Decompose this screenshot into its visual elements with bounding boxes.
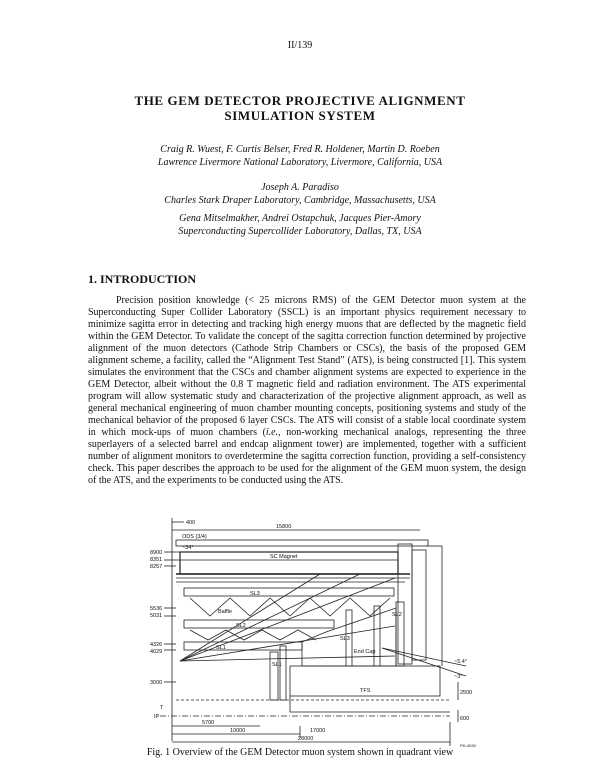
figure-credit: PH-4030 [460, 743, 476, 748]
baffle-label: Baffle [218, 609, 232, 615]
ip-label: IP [154, 714, 160, 720]
dim-5700-label: 5700 [202, 720, 215, 726]
sl2-endcap-label: SL2 [392, 612, 402, 618]
radius-8351-label: 8351 [150, 557, 163, 563]
sc-magnet-label: SC Magnet [270, 554, 298, 560]
angle-right2-label: ~3° [454, 674, 463, 680]
institution: Superconducting Supercollider Laboratory, Dallas, TX, USA [178, 226, 422, 237]
radius-5536-label: 5536 [150, 606, 163, 612]
radius-4326-label: 4326 [150, 642, 163, 648]
tfs-label: TFS [360, 688, 371, 694]
dim-600-label: 600 [460, 716, 470, 722]
title-line-2: SIMULATION SYSTEM [224, 108, 376, 123]
radius-8900-label: 8900 [150, 550, 163, 556]
dim-2500-label: 2500 [460, 690, 473, 696]
figure-caption: Fig. 1 Overview of the GEM Detector muon system shown in quadrant view [146, 747, 454, 758]
affiliation-block-1 [60, 143, 540, 169]
institution: Charles Stark Draper Laboratory, Cambridge, Massachusetts, USA [164, 195, 436, 206]
sl3-endcap-label: SL3 [340, 636, 350, 642]
institution: Lawrence Livermore National Laboratory, Livermore, California, USA [157, 157, 443, 168]
paper-title [80, 93, 520, 123]
angle-top-label: ~34° [182, 545, 194, 551]
paragraph-text-2: non-working mechanical analogs, representing the three superlayers of a selected barrel and endcap alignment tower) are implemented, together with a sufficient number of alignment monitors to overdetermine the sagitta correction function, providing a self-consistency check. This paper describes the approach to be used for the alignment of the GEM muon system, the design of the ATS, and the experiments to be conducted using the ATS. [88, 427, 526, 486]
ods-label: ODS (3/4) [182, 534, 207, 540]
sl3-label: SL3 [250, 591, 260, 597]
gem-detector-diagram [150, 516, 486, 748]
title-line-1: THE GEM DETECTOR PROJECTIVE ALIGNMENT [134, 93, 466, 108]
paragraph-text-1: Precision position knowledge (< 25 microns RMS) of the GEM Detector muon system at the Superconducting Super Collider Laboratory (SSCL) is an important physics requirement necessary to minimize sagitta error in detecting and tracking high energy muons that are deflected by the magnetic field within the GEM Detector. To validate the concept of the sagitta correction function determined by projective alignment of the muon detectors (Cathode Strip Chambers or CSCs), the basis of the proposed GEM alignment scheme, a facility, called the “Alignment Test Stand” (ATS), is being constructed [1]. This system simulates the environment that the CSCs and chamber alignment systems are expected to experience in the GEM Detector, albeit without the 0.8 T magnetic field and radiation environment. The ATS experimental program will allow systematic study and characterization of the projective alignment approach, as well as general mechanical engineering of muon chamber mounting concepts, positioning systems and study of the mechanical behavior of the proposed 6 layer CSCs. The ATS will consist of a stable local coordinate system in which mock-ups of muon chambers ( [88, 295, 526, 438]
radius-5031-label: 5031 [150, 613, 163, 619]
dim-10000-label: 10000 [230, 728, 246, 734]
t-label: T [160, 705, 164, 711]
sl1-label: SL1 [216, 645, 226, 651]
dim-17000-label: 17000 [310, 728, 326, 734]
sl2-label: SL2 [236, 623, 246, 629]
paragraph-italic: i.e., [265, 427, 281, 438]
affiliation-block-3 [60, 212, 540, 238]
section-heading: 1. INTRODUCTION [88, 272, 197, 286]
angle-right-label: ~5.4° [454, 659, 468, 665]
radius-8257-label: 8257 [150, 564, 163, 570]
affiliation-block-2 [60, 181, 540, 207]
radius-4029-label: 4029 [150, 649, 163, 655]
dim-28000-label: 28000 [298, 736, 314, 742]
dim-15800-label: 15800 [276, 524, 292, 530]
dim-400-label: 400 [186, 520, 196, 526]
page-number: II/139 [287, 40, 313, 51]
radius-3000-label: 3000 [150, 680, 163, 686]
introduction-paragraph [88, 295, 526, 487]
author-names: Joseph A. Paradiso [261, 182, 339, 193]
author-names: Gena Mitselmakher, Andrei Ostapchuk, Jacques Pier-Amory [179, 213, 421, 224]
sl1-endcap-label: SL1 [272, 662, 282, 668]
author-names: Craig R. Wuest, F. Curtis Belser, Fred R. Holdener, Martin D. Roeben [160, 144, 440, 155]
end-cap-label: End Cap [354, 649, 376, 655]
